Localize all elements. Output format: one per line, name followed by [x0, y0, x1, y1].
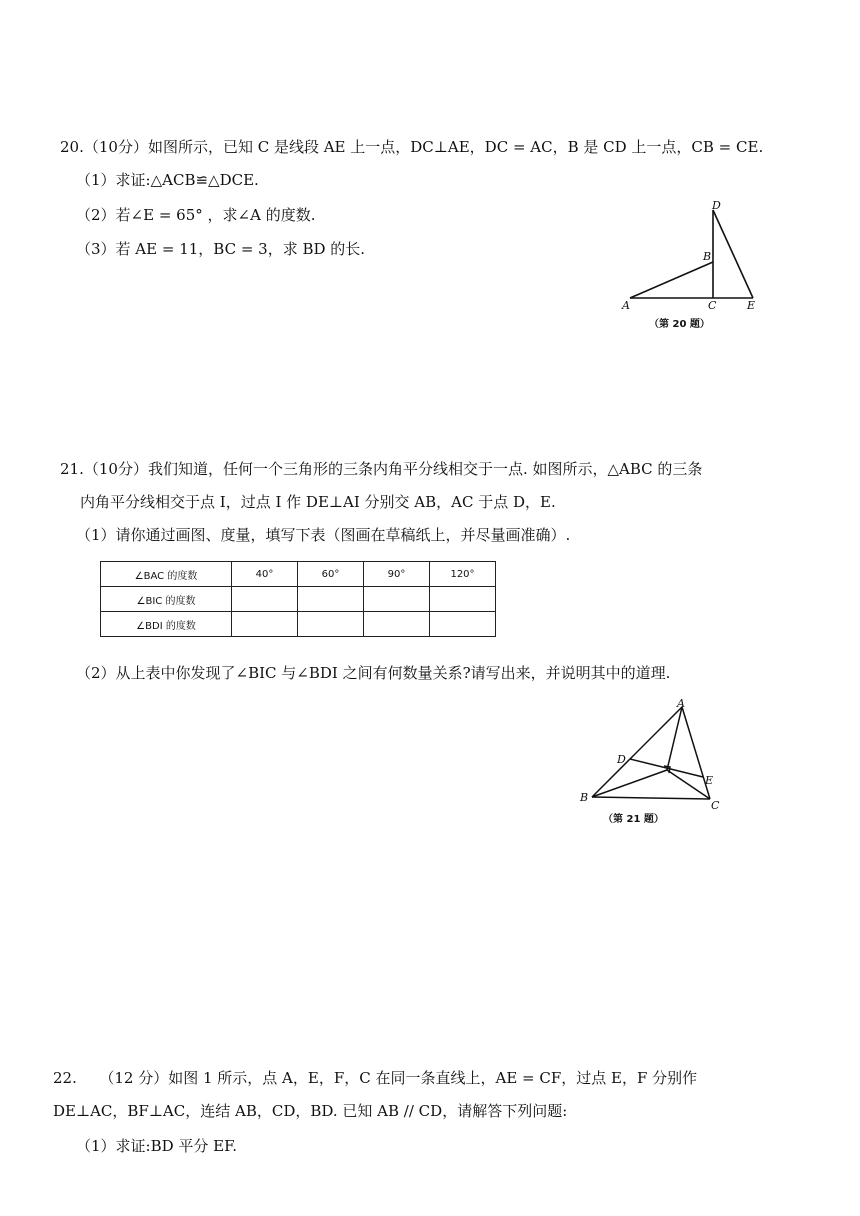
empty-cell: [298, 612, 364, 637]
label-b: B: [703, 250, 712, 263]
q21-part1: （1）请你通过画图、度量，填写下表（图画在草稿纸上，并尽量画准确）.: [76, 526, 571, 544]
q20-stem: 20.（10分）如图所示，已知 C 是线段 AE 上一点，DC⊥AE，DC = AC，B 是 CD 上一点，CB = CE.: [60, 138, 764, 156]
empty-cell: [364, 612, 430, 637]
table-row: [101, 587, 496, 612]
empty-cell: [232, 612, 298, 637]
label-e: E: [705, 774, 714, 787]
q22-stem-line1: 22. （12 分）如图 1 所示，点 A，E，F，C 在同一条直线上，AE = CF，过点 E，F 分别作: [53, 1069, 698, 1087]
q22-stem-line2: DE⊥AC，BF⊥AC，连结 AB，CD，BD. 已知 AB // CD，请解答下列问题:: [53, 1102, 568, 1120]
label-a: A: [677, 697, 685, 710]
segment-bi: [592, 770, 667, 797]
value-cell: 60°: [298, 562, 364, 587]
value-cell: 90°: [364, 562, 430, 587]
segment-bc: [592, 797, 710, 799]
q22-part1: （1）求证:BD 平分 EF.: [76, 1137, 237, 1155]
q20-figure: [615, 195, 775, 315]
segment-de: [713, 210, 753, 298]
row-header-bic: ∠BIC 的度数: [101, 587, 232, 612]
segment-ab: [592, 707, 682, 797]
empty-cell: [430, 612, 496, 637]
q21-stem-line1: 21.（10分）我们知道，任何一个三角形的三条内角平分线相交于一点. 如图所示，△ABC 的三条: [60, 460, 703, 478]
measurement-table: [100, 561, 496, 637]
q21-figure: [575, 695, 735, 810]
label-d: D: [617, 753, 626, 766]
label-c: C: [711, 799, 720, 810]
q21-caption: （第 21 题）: [603, 814, 664, 825]
q20-part3: （3）若 AE = 11，BC = 3，求 BD 的长.: [76, 240, 366, 258]
label-b: B: [580, 791, 589, 804]
row-header-bac: ∠BAC 的度数: [101, 562, 232, 587]
empty-cell: [298, 587, 364, 612]
empty-cell: [430, 587, 496, 612]
empty-cell: [364, 587, 430, 612]
value-cell: 120°: [430, 562, 496, 587]
q21-part2: （2）从上表中你发现了∠BIC 与∠BDI 之间有何数量关系?请写出来，并说明其中的道理.: [76, 664, 671, 682]
q20-caption: （第 20 题）: [649, 319, 710, 330]
segment-ab: [630, 262, 713, 298]
empty-cell: [232, 587, 298, 612]
label-c: C: [708, 299, 717, 312]
table-row: [101, 562, 496, 587]
q20-part2: （2）若∠E = 65° ，求∠A 的度数.: [76, 206, 316, 224]
table-row: [101, 612, 496, 637]
row-header-bdi: ∠BDI 的度数: [101, 612, 232, 637]
segment-ai: [667, 707, 682, 770]
value-cell: 40°: [232, 562, 298, 587]
q21-stem-line2: 内角平分线相交于点 I，过点 I 作 DE⊥AI 分别交 AB，AC 于点 D，E.: [80, 493, 556, 511]
segment-de: [630, 759, 703, 777]
label-d: D: [712, 199, 721, 212]
segment-ci: [667, 770, 710, 799]
label-a: A: [622, 299, 630, 312]
label-e: E: [747, 299, 756, 312]
q20-part1: （1）求证:△ACB≌△DCE.: [76, 171, 259, 189]
